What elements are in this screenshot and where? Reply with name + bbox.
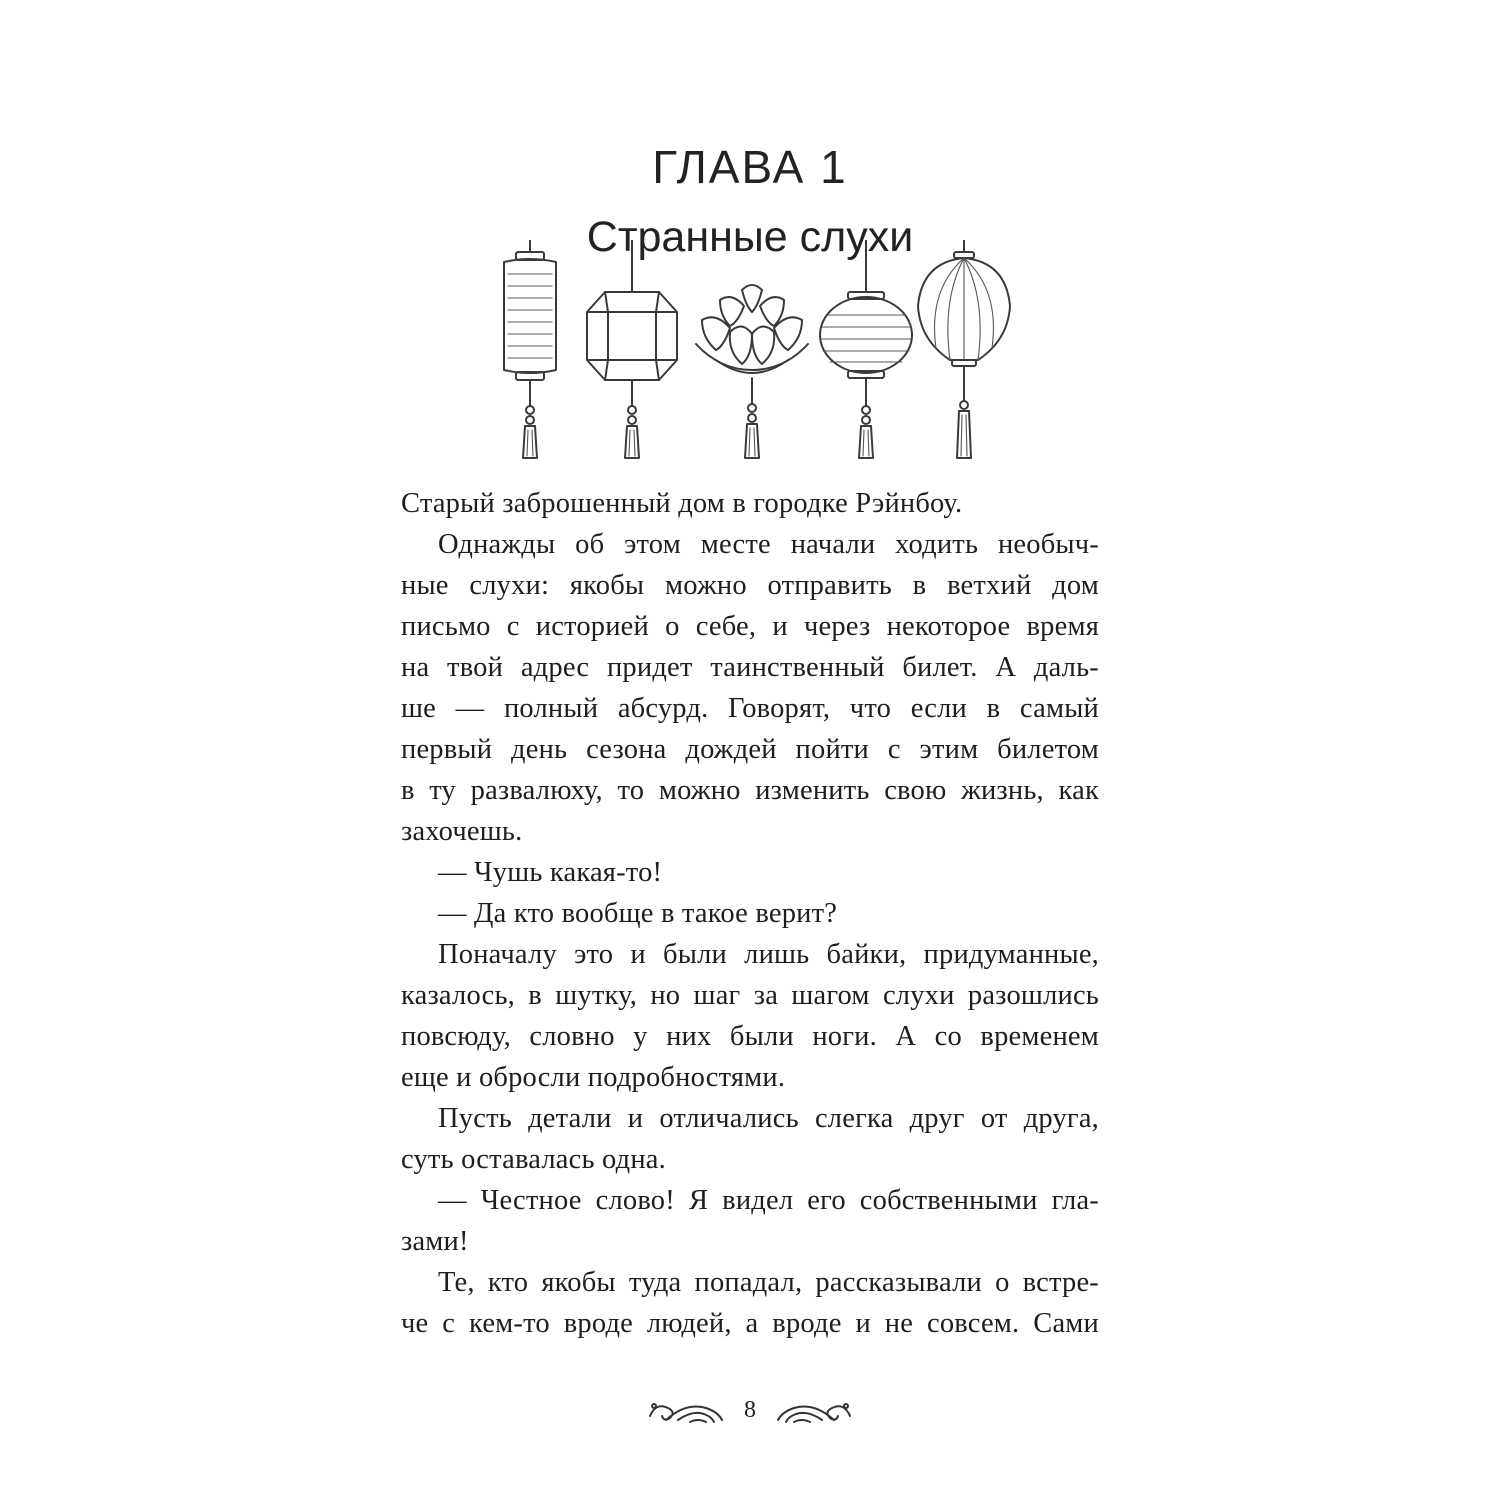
page-footer (0, 1392, 1500, 1428)
text-line: — Чушь какая-то! (438, 857, 663, 888)
text-line: ные слухи: якобы можно отправить в ветхий дом (401, 570, 1099, 601)
flourish-left-icon (646, 1394, 726, 1426)
text-line: казалось, в шутку, но шаг за шагом слухи разошлись (401, 980, 1099, 1011)
text-line: суть оставалась одна. (401, 1144, 666, 1175)
text-line: первый день сезона дождей пойти с этим билетом (401, 734, 1099, 765)
text-line: на твой адрес придет таинственный билет. А даль- (401, 652, 1099, 683)
lotus-lantern-icon (696, 285, 808, 458)
text-line: Пусть детали и отличались слегка друг от друга, (438, 1103, 1099, 1134)
round-lantern-icon (820, 240, 912, 458)
text-line: — Честное слово! Я видел его собственными гла- (438, 1185, 1099, 1216)
text-line: — Да кто вообще в такое верит? (438, 898, 838, 929)
text-line: Поначалу это и были лишь байки, придуманные, (438, 939, 1099, 970)
chapter-title: Странные слухи (586, 213, 914, 261)
text-line: Старый заброшенный дом в городке Рэйнбоу. (401, 488, 963, 519)
text-line: зами! (401, 1226, 469, 1257)
text-line: Однажды об этом месте начали ходить необыч- (438, 529, 1099, 560)
text-line: еще и обросли подробностями. (401, 1062, 786, 1093)
flourish-right-icon (774, 1394, 854, 1426)
text-line: повсюду, словно у них были ноги. А со временем (401, 1021, 1099, 1052)
text-line: Те, кто якобы туда попадал, рассказывали о встре- (438, 1267, 1099, 1298)
cylinder-lantern-icon (504, 240, 556, 458)
chapter-text (401, 483, 1099, 1344)
page-number: 8 (744, 1396, 756, 1423)
text-line: захочешь. (401, 816, 523, 847)
teardrop-lantern-icon (918, 240, 1010, 458)
chapter-heading: ГЛАВА 1 (652, 141, 848, 193)
text-line: в ту развалюху, то можно изменить свою жизнь, как (401, 775, 1099, 806)
lantern-illustration (480, 240, 1020, 465)
text-line: ше — полный абсурд. Говорят, что если в самый (401, 693, 1099, 724)
text-line: че с кем-то вроде людей, а вроде и не совсем. Сами (401, 1308, 1099, 1339)
geometric-lantern-icon (587, 240, 677, 458)
text-line: письмо с историей о себе, и через некоторое время (401, 611, 1099, 642)
